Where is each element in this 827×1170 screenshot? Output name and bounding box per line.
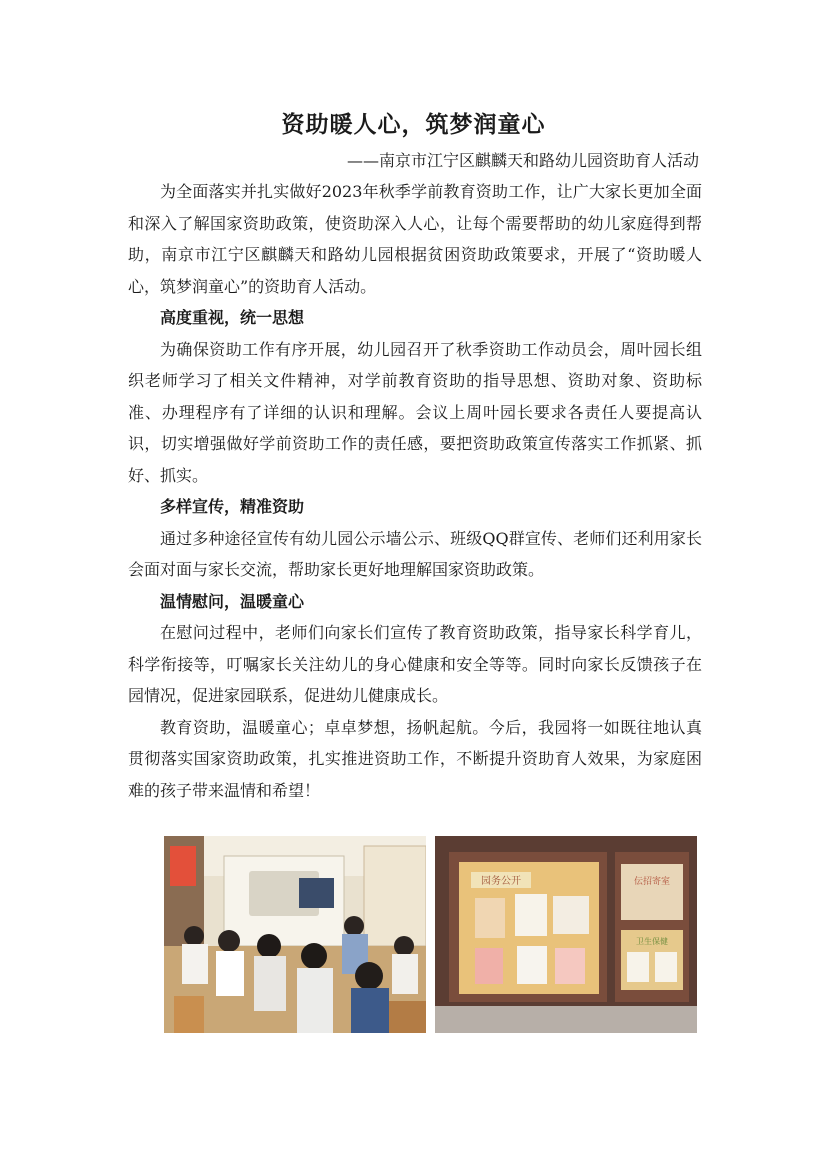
section-heading: 温情慰问，温暖童心 bbox=[160, 591, 305, 611]
document-title: 资助暖人心，筑梦润童心 bbox=[281, 111, 546, 138]
document-body bbox=[128, 176, 702, 806]
section-paragraph: 在慰问过程中，老师们向家长们宣传了教育资助政策，指导家长科学育儿，科学衔接等，叮嘱家长关注幼儿的身心健康和安全等等。同时向家长反馈孩子在园情况，促进家园联系，促进幼儿健康成长。 bbox=[128, 623, 702, 705]
document-subtitle: ——南京市江宁区麒麟天和路幼儿园资助育人活动 bbox=[346, 151, 699, 170]
meeting-photo bbox=[164, 836, 426, 1033]
notice-board-photo bbox=[435, 836, 697, 1033]
notice-board-sign: 卫生保健 bbox=[636, 937, 668, 946]
intro-paragraph: 为全面落实并扎实做好2023年秋季学前教育资助工作，让广大家长更加全面和深入了解国家资助政策，使资助深入人心，让每个需要帮助的幼儿家庭得到帮助，南京市江宁区麒麟天和路幼儿园根据贫困资助政策要求，开展了“资助暖人心，筑梦润童心”的资助育人活动。 bbox=[128, 182, 702, 296]
notice-board-sign: 园务公开 bbox=[481, 876, 521, 887]
section-paragraph: 通过多种途径宣传有幼儿园公示墙公示、班级QQ群宣传、老师们还利用家长会面对面与家长交流，帮助家长更好地理解国家资助政策。 bbox=[128, 528, 702, 579]
section-heading: 高度重视，统一思想 bbox=[160, 308, 305, 327]
section-paragraph: 为确保资助工作有序开展，幼儿园召开了秋季资助工作动员会，周叶园长组织老师学习了相关文件精神，对学前教育资助的指导思想、资助对象、资助标准、办理程序有了详细的认识和理解。会议上周叶园长要求各责任人要提高认识，切实增强做好学前资助工作的责任感，要把资助政策宣传落实工作抓紧、抓好、抓实。 bbox=[128, 339, 702, 485]
notice-board-sign: 伝招寄室 bbox=[633, 877, 671, 887]
closing-paragraph: 教育资助，温暖童心；卓卓梦想，扬帆起航。今后，我园将一如既往地认真贯彻落实国家资助政策，扎实推进资助工作，不断提升资助育人效果，为家庭困难的孩子带来温情和希望！ bbox=[128, 717, 702, 800]
section-heading: 多样宣传，精准资助 bbox=[160, 497, 305, 516]
